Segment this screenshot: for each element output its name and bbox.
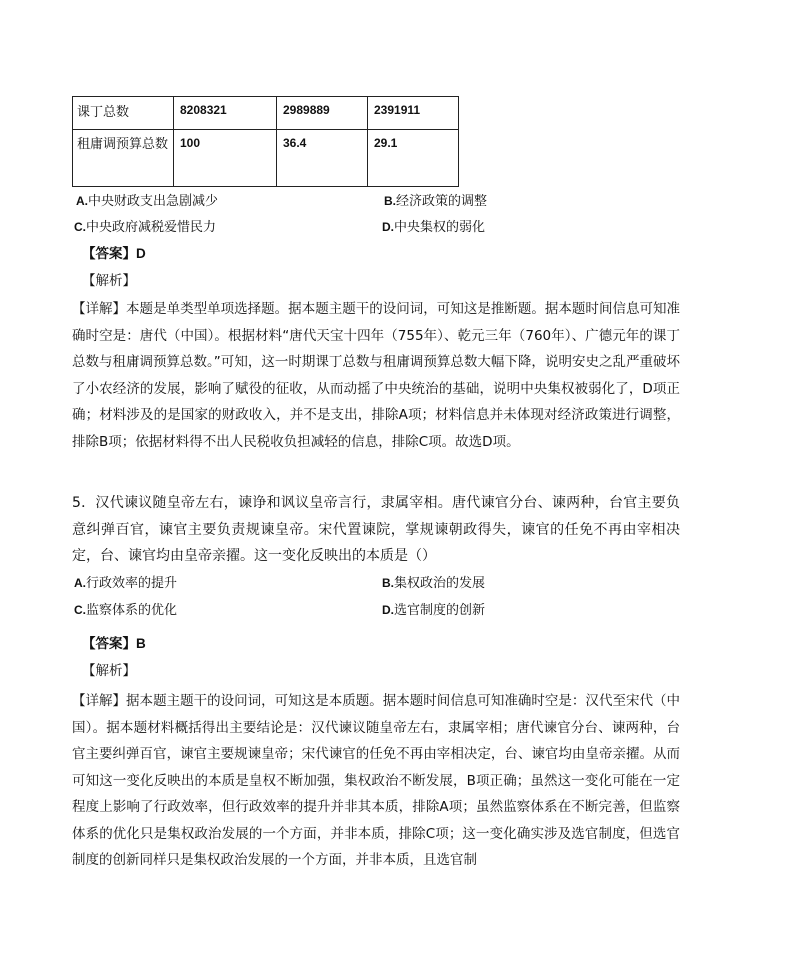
q4-option-b bbox=[384, 192, 487, 211]
q5-option-c bbox=[74, 601, 177, 620]
q5-answer bbox=[82, 634, 146, 654]
answer-value: B bbox=[136, 636, 146, 651]
table-cell: 2391911 bbox=[368, 97, 459, 130]
q5-stem: 5．汉代谏议随皇帝左右，谏诤和讽议皇帝言行，隶属宰相。唐代谏官分台、谏两种，台官主要负意纠弹百官，谏官主要负责规谏皇帝。宋代置谏院，掌规谏朝政得失，谏官的任免不再由宰相决定，台、谏官均由皇帝亲擢。这一变化反映出的本质是（） bbox=[72, 495, 680, 564]
q4-option-a bbox=[76, 192, 218, 211]
option-text: 监察体系的优化 bbox=[86, 603, 178, 618]
option-text: 中央政府减税爱惜民力 bbox=[86, 220, 217, 235]
table-cell: 36.4 bbox=[277, 130, 368, 187]
option-key: B. bbox=[382, 576, 394, 590]
option-text: 中央财政支出急剧减少 bbox=[88, 194, 219, 209]
table-cell: 2989889 bbox=[277, 97, 368, 130]
q4-detail-paragraph: 【详解】本题是单类型单项选择题。据本题主题干的设问词，可知这是推断题。据本题时间信息可知准确时空是：唐代（中国）。根据材料“唐代天宝十四年（755年）、乾元三年（760年）、广德元年的课丁总数与租庸调预算总数。”可知，这一时期课丁总数与租庸调预算总数大幅下降，说明安史之乱严重破坏了小农经济的发展，影响了赋役的征收，从而动摇了中央统治的基础，说明中央集权被弱化了，D项正确；材料涉及的是国家的财政收入，并不是支出，排除A项；材料信息并未体现对经济政策进行调整，排除B项；依据材料得不出人民税收负担减轻的信息，排除C项。故选D项。 bbox=[72, 301, 680, 450]
table-row-label: 租庸调预算总数 bbox=[73, 130, 174, 187]
table-row bbox=[73, 130, 459, 187]
option-text: 行政效率的提升 bbox=[86, 576, 178, 591]
q5-option-b bbox=[382, 574, 485, 593]
option-key: A. bbox=[76, 194, 88, 208]
option-key: C. bbox=[74, 603, 86, 617]
q5-detail-paragraph: 【详解】据本题主题干的设问词，可知这是本质题。据本题时间信息可知准确时空是：汉代至宋代（中国）。据本题材料概括得出主要结论是：汉代谏议随皇帝左右，隶属宰相；唐代谏官分台、谏两种，台官主要纠弹百官，谏官主要规谏皇帝；宋代谏官的任免不再由宰相决定，台、谏官均由皇帝亲擢。从而可知这一变化反映出的本质是皇权不断加强，集权政治不断发展，B项正确；虽然这一变化可能在一定程度上影响了行政效率，但行政效率的提升并非其本质，排除A项；虽然监察体系在不断完善，但监察体系的优化只是集权政治发展的一个方面，并非本质，排除C项；这一变化确实涉及选官制度，但选官制度的创新同样只是集权政治发展的一个方面，并非本质，且选官制 bbox=[72, 693, 680, 868]
answer-value: D bbox=[136, 246, 146, 261]
option-text: 中央集权的弱化 bbox=[394, 220, 486, 235]
option-key: D. bbox=[382, 603, 394, 617]
q5-analysis-label: 【解析】 bbox=[82, 663, 136, 679]
q4-option-c bbox=[74, 218, 216, 237]
q5-option-d bbox=[382, 601, 485, 620]
table-cell: 100 bbox=[174, 130, 277, 187]
option-key: D. bbox=[382, 220, 394, 234]
option-key: A. bbox=[74, 576, 86, 590]
option-text: 选官制度的创新 bbox=[394, 603, 486, 618]
table-row bbox=[73, 97, 459, 130]
q4-option-d bbox=[382, 218, 485, 237]
option-text: 经济政策的调整 bbox=[396, 194, 488, 209]
option-key: B. bbox=[384, 194, 396, 208]
table-cell: 29.1 bbox=[368, 130, 459, 187]
q4-analysis-label: 【解析】 bbox=[82, 273, 136, 289]
data-table bbox=[72, 96, 459, 187]
option-text: 集权政治的发展 bbox=[394, 576, 486, 591]
q5-option-a bbox=[74, 574, 177, 593]
q4-answer bbox=[82, 244, 146, 264]
answer-label: 【答案】 bbox=[82, 246, 136, 262]
answer-label: 【答案】 bbox=[82, 636, 136, 652]
table-cell: 8208321 bbox=[174, 97, 277, 130]
option-key: C. bbox=[74, 220, 86, 234]
table-row-label: 课丁总数 bbox=[73, 97, 174, 130]
